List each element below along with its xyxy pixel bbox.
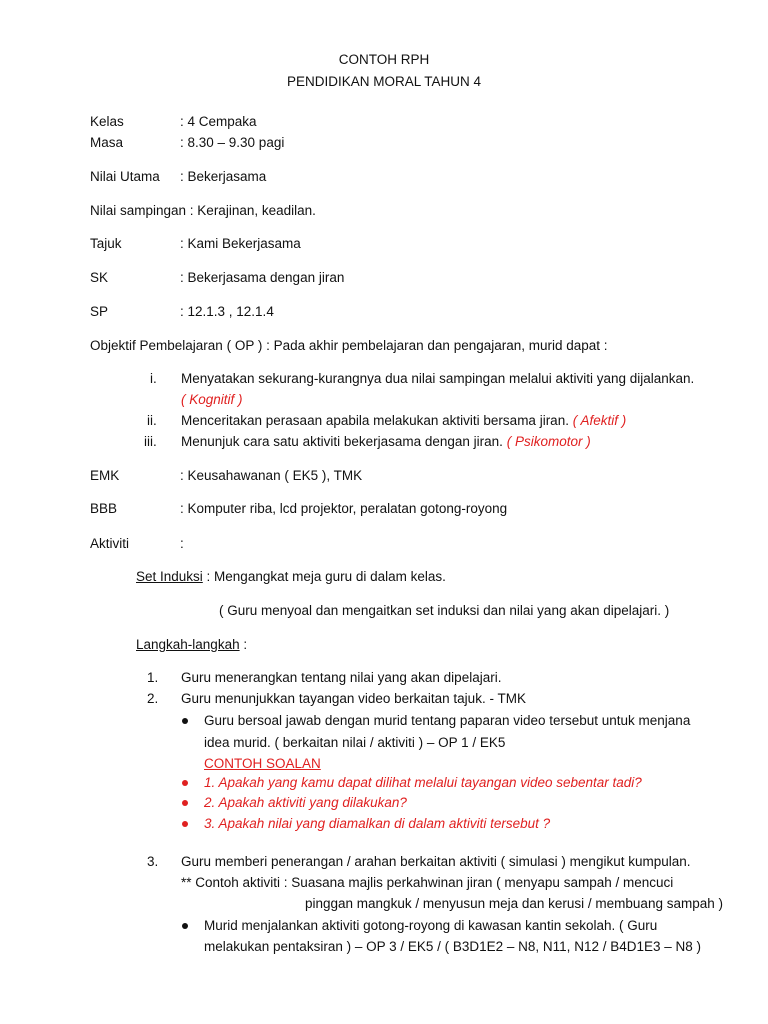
step-text: Guru menerangkan tentang nilai yang akan dipelajari.: [181, 670, 502, 685]
objective-text: Menyatakan sekurang-kurangnya dua nilai sampingan melalui aktiviti yang dijalankan.: [181, 371, 695, 386]
doc-subtitle: PENDIDIKAN MORAL TAHUN 4: [286, 74, 482, 89]
bullet-icon: [182, 780, 188, 786]
set-induksi-label: Set Induksi: [136, 569, 203, 584]
field-value-nilai-utama: : Bekerjasama: [180, 169, 267, 184]
field-nilai-sampingan: Nilai sampingan : Kerajinan, keadilan.: [90, 203, 316, 218]
bullet-icon: [182, 821, 188, 827]
sub-bullet-text: Murid menjalankan aktiviti gotong-royong di kawasan kantin sekolah. ( Guru: [204, 918, 658, 933]
objective-domain-tag: ( Afektif ): [572, 413, 627, 428]
sub-bullet-text-cont: idea murid. ( berkaitan nilai / aktiviti ) – OP 1 / EK5: [204, 735, 506, 750]
objective-numeral: iii.: [144, 434, 157, 449]
field-label-nilai-utama: Nilai Utama: [90, 169, 160, 184]
sample-question: 3. Apakah nilai yang diamalkan di dalam aktiviti tersebut ?: [204, 816, 551, 831]
field-value-masa: : 8.30 – 9.30 pagi: [180, 135, 285, 150]
bullet-icon: [182, 923, 188, 929]
objective-domain-tag: ( Kognitif ): [181, 392, 243, 407]
field-label-emk: EMK: [90, 468, 120, 483]
field-label-bbb: BBB: [90, 501, 118, 516]
example-activity-line2: pinggan mangkuk / menyusun meja dan kerusi / membuang sampah ): [305, 896, 723, 911]
steps-heading: Langkah-langkah: [136, 637, 240, 652]
sample-question: 1. Apakah yang kamu dapat dilihat melalui tayangan video sebentar tadi?: [204, 775, 642, 790]
objective-numeral: i.: [150, 371, 157, 386]
sub-bullet-text-cont: melakukan pentaksiran ) – OP 3 / EK5 / ( B3D1E2 – N8, N11, N12 / B4D1E3 – N8 ): [204, 939, 702, 954]
field-label-sk: SK: [90, 270, 109, 285]
field-label-aktiviti: Aktiviti: [90, 536, 130, 551]
objective-text: Menceritakan perasaan apabila melakukan aktiviti bersama jiran.: [181, 413, 569, 428]
step-number: 3.: [147, 854, 159, 869]
objective-domain-tag: ( Psikomotor ): [506, 434, 591, 449]
step-number: 1.: [147, 670, 159, 685]
step-text: Guru menunjukkan tayangan video berkaitan tajuk. - TMK: [181, 691, 526, 706]
bullet-icon: [182, 718, 188, 724]
field-value-aktiviti: :: [180, 536, 184, 551]
set-induksi-text: : Mengangkat meja guru di dalam kelas.: [202, 569, 446, 584]
objective-numeral: ii.: [147, 413, 157, 428]
step-number: 2.: [147, 691, 159, 706]
bullet-icon: [182, 800, 188, 806]
field-value-emk: : Keusahawanan ( EK5 ), TMK: [180, 468, 363, 483]
field-value-bbb: : Komputer riba, lcd projektor, peralatan gotong-royong: [180, 501, 508, 516]
sample-question: 2. Apakah aktiviti yang dilakukan?: [204, 795, 407, 810]
objective-item: [181, 411, 626, 431]
field-value-tajuk: : Kami Bekerjasama: [180, 236, 301, 251]
example-activity-line1: ** Contoh aktiviti : Suasana majlis perkahwinan jiran ( menyapu sampah / mencuci: [181, 875, 674, 890]
field-label-tajuk: Tajuk: [90, 236, 122, 251]
sub-bullet-text: Guru bersoal jawab dengan murid tentang paparan video tersebut untuk menjana: [204, 713, 691, 728]
steps-heading-line: [136, 635, 247, 655]
field-label-masa: Masa: [90, 135, 124, 150]
sample-questions-heading: CONTOH SOALAN: [204, 756, 321, 771]
steps-heading-colon: :: [239, 637, 248, 652]
field-value-kelas: : 4 Cempaka: [180, 114, 257, 129]
doc-title: CONTOH RPH: [338, 52, 430, 67]
field-label-sp: SP: [90, 304, 109, 319]
set-induksi-line: [136, 567, 446, 587]
field-label-kelas: Kelas: [90, 114, 124, 129]
objectives-heading: Objektif Pembelajaran ( OP ) : Pada akhir pembelajaran dan pengajaran, murid dapat :: [90, 338, 608, 353]
field-value-sp: : 12.1.3 , 12.1.4: [180, 304, 274, 319]
step-text: Guru memberi penerangan / arahan berkaitan aktiviti ( simulasi ) mengikut kumpulan.: [181, 854, 691, 869]
objective-item: [181, 432, 591, 452]
field-value-sk: : Bekerjasama dengan jiran: [180, 270, 345, 285]
set-induksi-note: ( Guru menyoal dan mengaitkan set induksi dan nilai yang akan dipelajari. ): [219, 603, 670, 618]
objective-text: Menunjuk cara satu aktiviti bekerjasama dengan jiran.: [181, 434, 503, 449]
